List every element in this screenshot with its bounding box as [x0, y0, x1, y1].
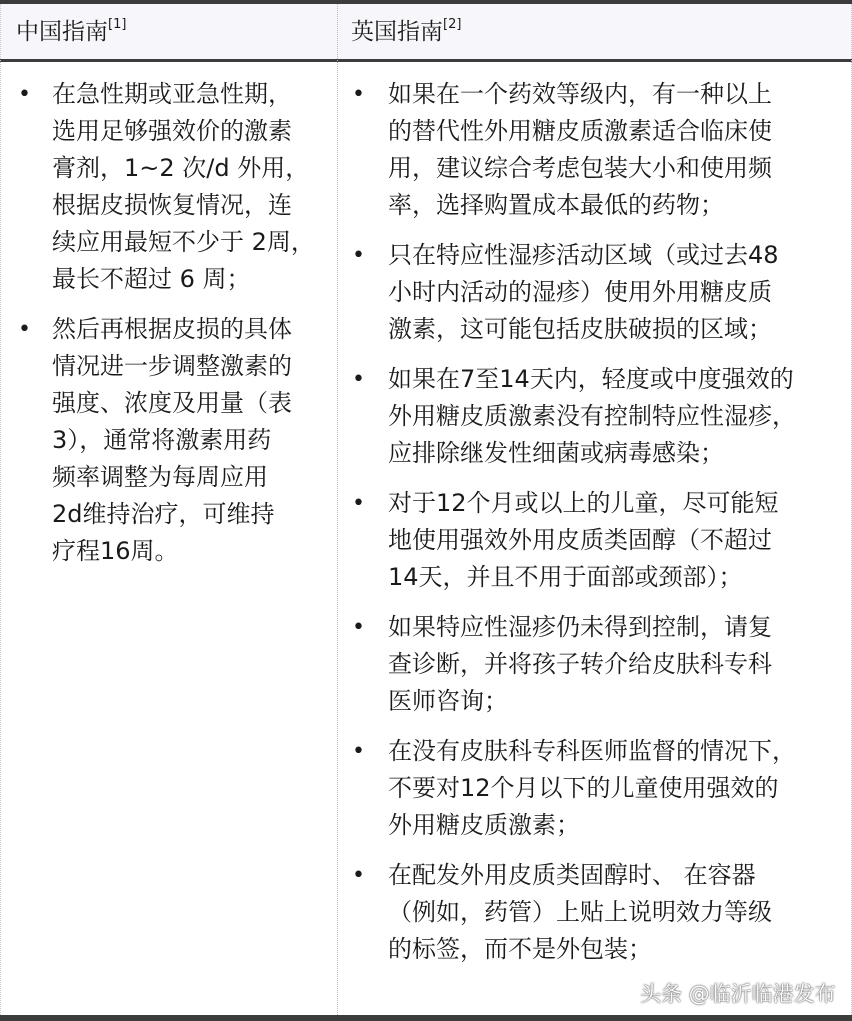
column-divider [337, 4, 338, 1015]
bullet-icon: • [352, 243, 365, 268]
header-rule [0, 59, 852, 62]
item-text: 在急性期或亚急性期， 选用足够强效价的激素 膏剂，1~2 次/d 外用， 根据皮损恢复情况，连 续应用最短不少于 2周， 最长不超过 6 周； [52, 80, 315, 293]
list-item [352, 733, 847, 844]
left-border [0, 4, 1, 1015]
list-item [352, 485, 847, 596]
list-item [352, 361, 847, 472]
bullet-icon: • [352, 491, 365, 516]
bullet-icon: • [352, 367, 365, 392]
reference-mark: [2] [443, 17, 462, 32]
bottom-rule [0, 1015, 852, 1021]
reference-mark: [1] [108, 17, 127, 32]
list-item [352, 76, 847, 224]
header-title: 中国指南 [16, 19, 108, 45]
header-china-guideline [16, 4, 126, 59]
list-item [18, 311, 328, 570]
item-text: 在没有皮肤科专科医师监督的情况下， 不要对12个月以下的儿童使用强效的 外用糖皮质激素； [388, 737, 796, 839]
bullet-icon: • [352, 82, 365, 107]
item-text: 如果在一个药效等级内，有一种以上 的替代性外用糖皮质激素适合临床使 用，建议综合考虑包装大小和使用频 率，选择购置成本最低的药物； [388, 80, 772, 219]
header-title: 英国指南 [351, 19, 443, 45]
item-text: 对于12个月或以上的儿童，尽可能短 地使用强效外用皮质类固醇（不超过 14天，并且不用于面部或颈部）； [388, 489, 779, 591]
item-text: 然后再根据皮损的具体 情况进一步调整激素的 强度、浓度及用量（表 3），通常将激素用药 频率调整为每周应用 2d维持治疗，可维持 疗程16周。 [52, 315, 292, 565]
bullet-icon: • [352, 739, 365, 764]
list-item [352, 609, 847, 720]
bullet-icon: • [352, 863, 365, 888]
item-text: 只在特应性湿疹活动区域（或过去48 小时内活动的湿疹）使用外用糖皮质 激素，这可能包括皮肤破损的区域； [388, 241, 779, 343]
header-uk-guideline [351, 4, 461, 59]
item-text: 在配发外用皮质类固醇时、 在容器 （例如，药管）上贴上说明效力等级 的标签，而不是外包装； [388, 861, 772, 963]
china-guideline-column [18, 76, 328, 583]
watermark: 头条 @临沂临港发布 [640, 982, 836, 1006]
list-item [352, 857, 847, 968]
uk-guideline-column [352, 76, 847, 981]
bullet-icon: • [18, 317, 31, 342]
bullet-icon: • [352, 615, 365, 640]
list-item [352, 237, 847, 348]
item-text: 如果特应性湿疹仍未得到控制，请复 查诊断，并将孩子转介给皮肤科专科 医师咨询； [388, 613, 772, 715]
item-text: 如果在7至14天内，轻度或中度强效的 外用糖皮质激素没有控制特应性湿疹， 应排除继发性细菌或病毒感染； [388, 365, 796, 467]
list-item [18, 76, 328, 298]
bullet-icon: • [18, 82, 31, 107]
